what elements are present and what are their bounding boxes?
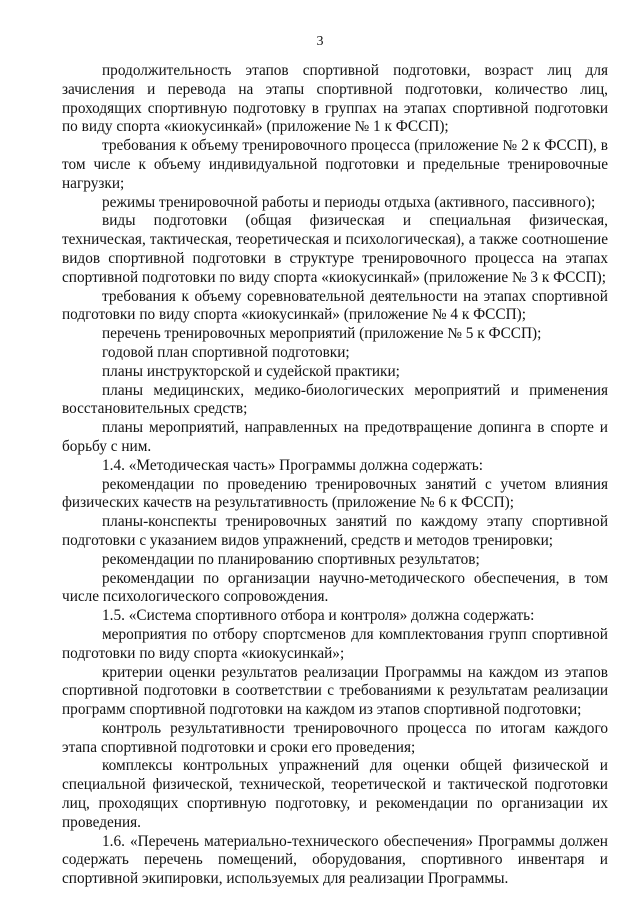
paragraph: планы-конспекты тренировочных занятий по каждому этапу спортивной подготовки с указанием видов упражнений, средств и методов тренировки;: [62, 513, 608, 549]
paragraph: продолжительность этапов спортивной подготовки, возраст лиц для зачисления и перевода на этапы спортивной подготовки, количество лиц, проходящих спортивную подготовку в группах на этапах спортивной подготовки по виду спорта «киокусинкай» (приложение № 1 к ФССП);: [62, 62, 608, 136]
paragraph: виды подготовки (общая физическая и специальная физическая, техническая, тактическая, теоретическая и психологическая), а также соотношение видов спортивной подготовки в структуре тренировочного процесса на этапах спортивной подготовки по виду спорта «киокусинкай» (приложение № 3 к ФССП);: [62, 212, 608, 286]
section-heading: 1.4. «Методическая часть» Программы должна содержать:: [102, 456, 484, 474]
paragraph: рекомендации по планированию спортивных результатов;: [102, 550, 480, 568]
paragraph: перечень тренировочных мероприятий (приложение № 5 к ФССП);: [102, 325, 542, 343]
paragraph: годовой план спортивной подготовки;: [102, 343, 350, 361]
paragraph: критерии оценки результатов реализации Программы на каждом из этапов спортивной подготовки в соответствии с требованиями к результатам реализации программ спортивной подготовки на каждом из этапов спортивной подготовки;: [62, 663, 608, 719]
paragraph: контроль результативности тренировочного процесса по итогам каждого этапа спортивной подготовки и сроки его проведения;: [62, 719, 608, 756]
paragraph: планы инструкторской и судейской практики;: [102, 362, 400, 380]
paragraph: планы мероприятий, направленных на предотвращение допинга в спорте и борьбу с ним.: [62, 419, 608, 455]
section-heading: 1.5. «Система спортивного отбора и контроля» должна содержать:: [102, 607, 535, 625]
paragraph: комплексы контрольных упражнений для оценки общей физической и специальной физической, технической, теоретической и тактической подготовки лиц, проходящих спортивную подготовку, и рекомендации по организации их проведения.: [62, 757, 608, 831]
paragraph: планы медицинских, медико-биологических мероприятий и применения восстановительных средств;: [62, 381, 608, 418]
section-heading: 1.6. «Перечень материально-технического обеспечения» Программы должен содержать перечень помещений, оборудования, спортивного инвентаря и спортивной экипировки, используемых для реализации Программы.: [62, 832, 608, 888]
paragraph: требования к объему тренировочного процесса (приложение № 2 к ФССП), в том числе к объему индивидуальной подготовки и предельные тренировочные нагрузки;: [62, 137, 608, 192]
paragraph: рекомендации по проведению тренировочных занятий с учетом влияния физических качеств на результативность (приложение № 6 к ФССП);: [62, 475, 608, 512]
paragraph: мероприятия по отбору спортсменов для комплектования групп спортивной подготовки по виду спорта «киокусинкай»;: [62, 625, 608, 662]
paragraph: рекомендации по организации научно-методического обеспечения, в том числе психологического сопровождения.: [62, 569, 608, 606]
paragraph: режимы тренировочной работы и периоды отдыха (активного, пассивного);: [102, 193, 596, 211]
document-body: [62, 62, 608, 889]
paragraph: требования к объему соревновательной деятельности на этапах спортивной подготовки по виду спорта «киокусинкай» (приложение № 4 к ФССП);: [62, 287, 608, 324]
page-number: 3: [316, 34, 324, 49]
